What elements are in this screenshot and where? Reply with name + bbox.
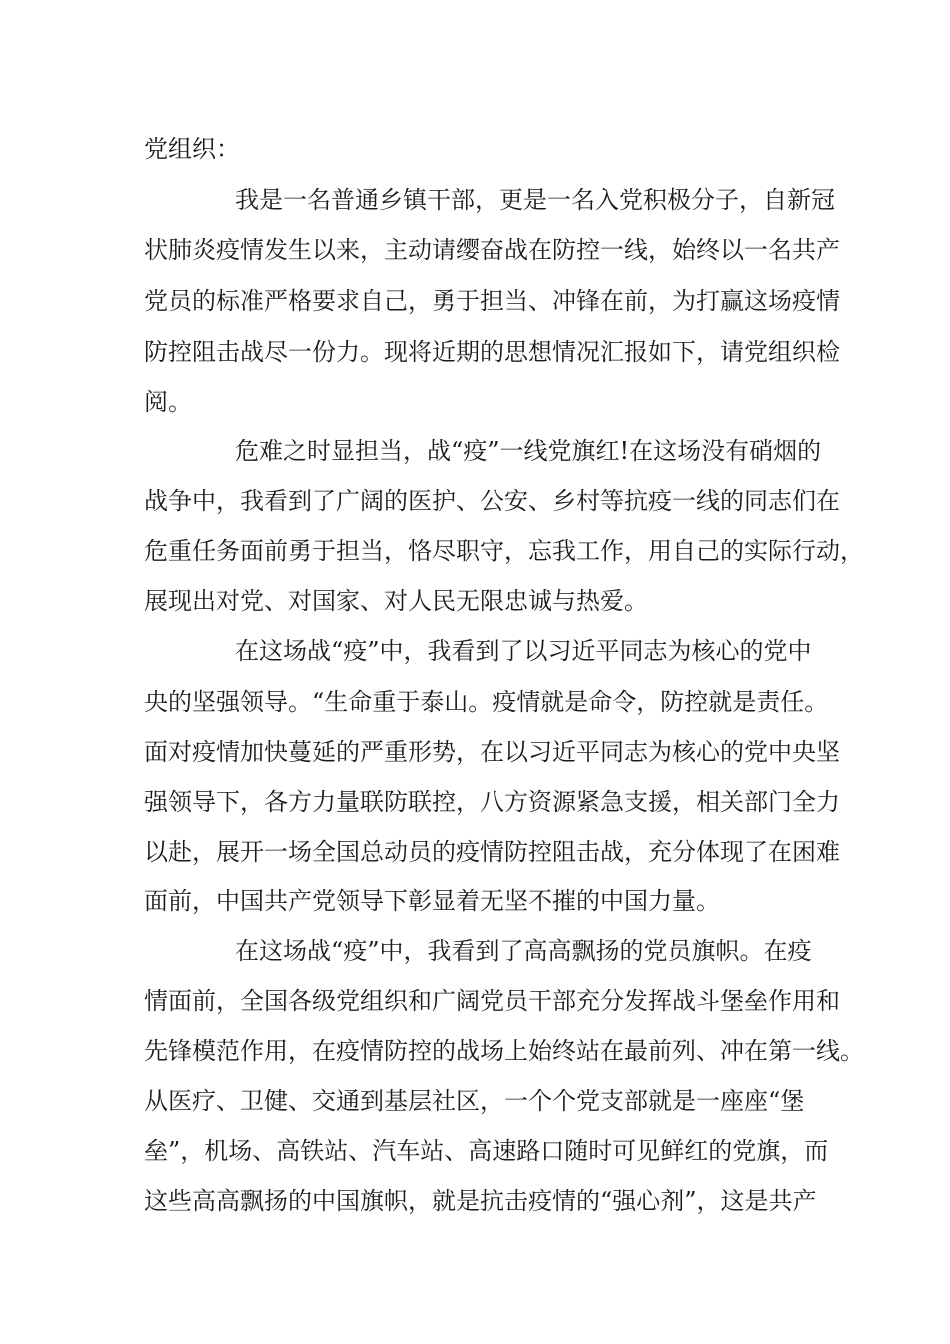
paragraph-line: 情面前，全国各级党组织和广阔党员干部充分发挥战斗堡垒作用和	[144, 987, 840, 1015]
paragraph-line: 危重任务面前勇于担当，恪尽职守，忘我工作，用自己的实际行动，	[144, 537, 864, 565]
paragraph-line: 从医疗、卫健、交通到基层社区，一个个党支部就是一座座“堡	[144, 1087, 805, 1115]
paragraph-line: 在这场战“疫”中，我看到了以习近平同志为核心的党中	[235, 637, 812, 665]
paragraph-line: 垒”，机场、高铁站、汽车站、高速路口随时可见鲜红的党旗，而	[144, 1137, 829, 1165]
paragraph-line: 面前，中国共产党领导下彰显着无坚不摧的中国力量。	[144, 887, 720, 915]
salutation: 党组织：	[144, 135, 240, 163]
paragraph-line: 以赴，展开一场全国总动员的疫情防控阻击战，充分体现了在困难	[144, 838, 840, 866]
paragraph-line: 这些高高飘扬的中国旗帜，就是抗击疫情的“强心剂”，这是共产	[144, 1187, 817, 1215]
paragraph-line: 央的坚强领导。“生命重于泰山。疫情就是命令，防控就是责任。	[144, 688, 829, 716]
paragraph-line: 强领导下，各方力量联防联控，八方资源紧急支援，相关部门全力	[144, 788, 840, 816]
paragraph-line: 危难之时显担当，战“疫”一线党旗红!在这场没有硝烟的	[235, 437, 822, 465]
paragraph-line: 先锋模范作用，在疫情防控的战场上始终站在最前列、冲在第一线。	[144, 1037, 864, 1065]
paragraph-line: 阅。	[144, 388, 192, 416]
paragraph-line: 党员的标准严格要求自己，勇于担当、冲锋在前，为打赢这场疫情	[144, 287, 840, 315]
paragraph-line: 战争中，我看到了广阔的医护、公安、乡村等抗疫一线的同志们在	[144, 487, 840, 515]
paragraph-line: 防控阻击战尽一份力。现将近期的思想情况汇报如下，请党组织检	[144, 338, 840, 366]
paragraph-line: 我是一名普通乡镇干部，更是一名入党积极分子，自新冠	[235, 186, 835, 214]
paragraph-line: 状肺炎疫情发生以来，主动请缨奋战在防控一线，始终以一名共产	[144, 236, 840, 264]
paragraph-line: 展现出对党、对国家、对人民无限忠诚与热爱。	[144, 587, 648, 615]
paragraph-line: 在这场战“疫”中，我看到了高高飘扬的党员旗帜。在疫	[235, 937, 812, 965]
paragraph-line: 面对疫情加快蔓延的严重形势，在以习近平同志为核心的党中央坚	[144, 738, 840, 766]
